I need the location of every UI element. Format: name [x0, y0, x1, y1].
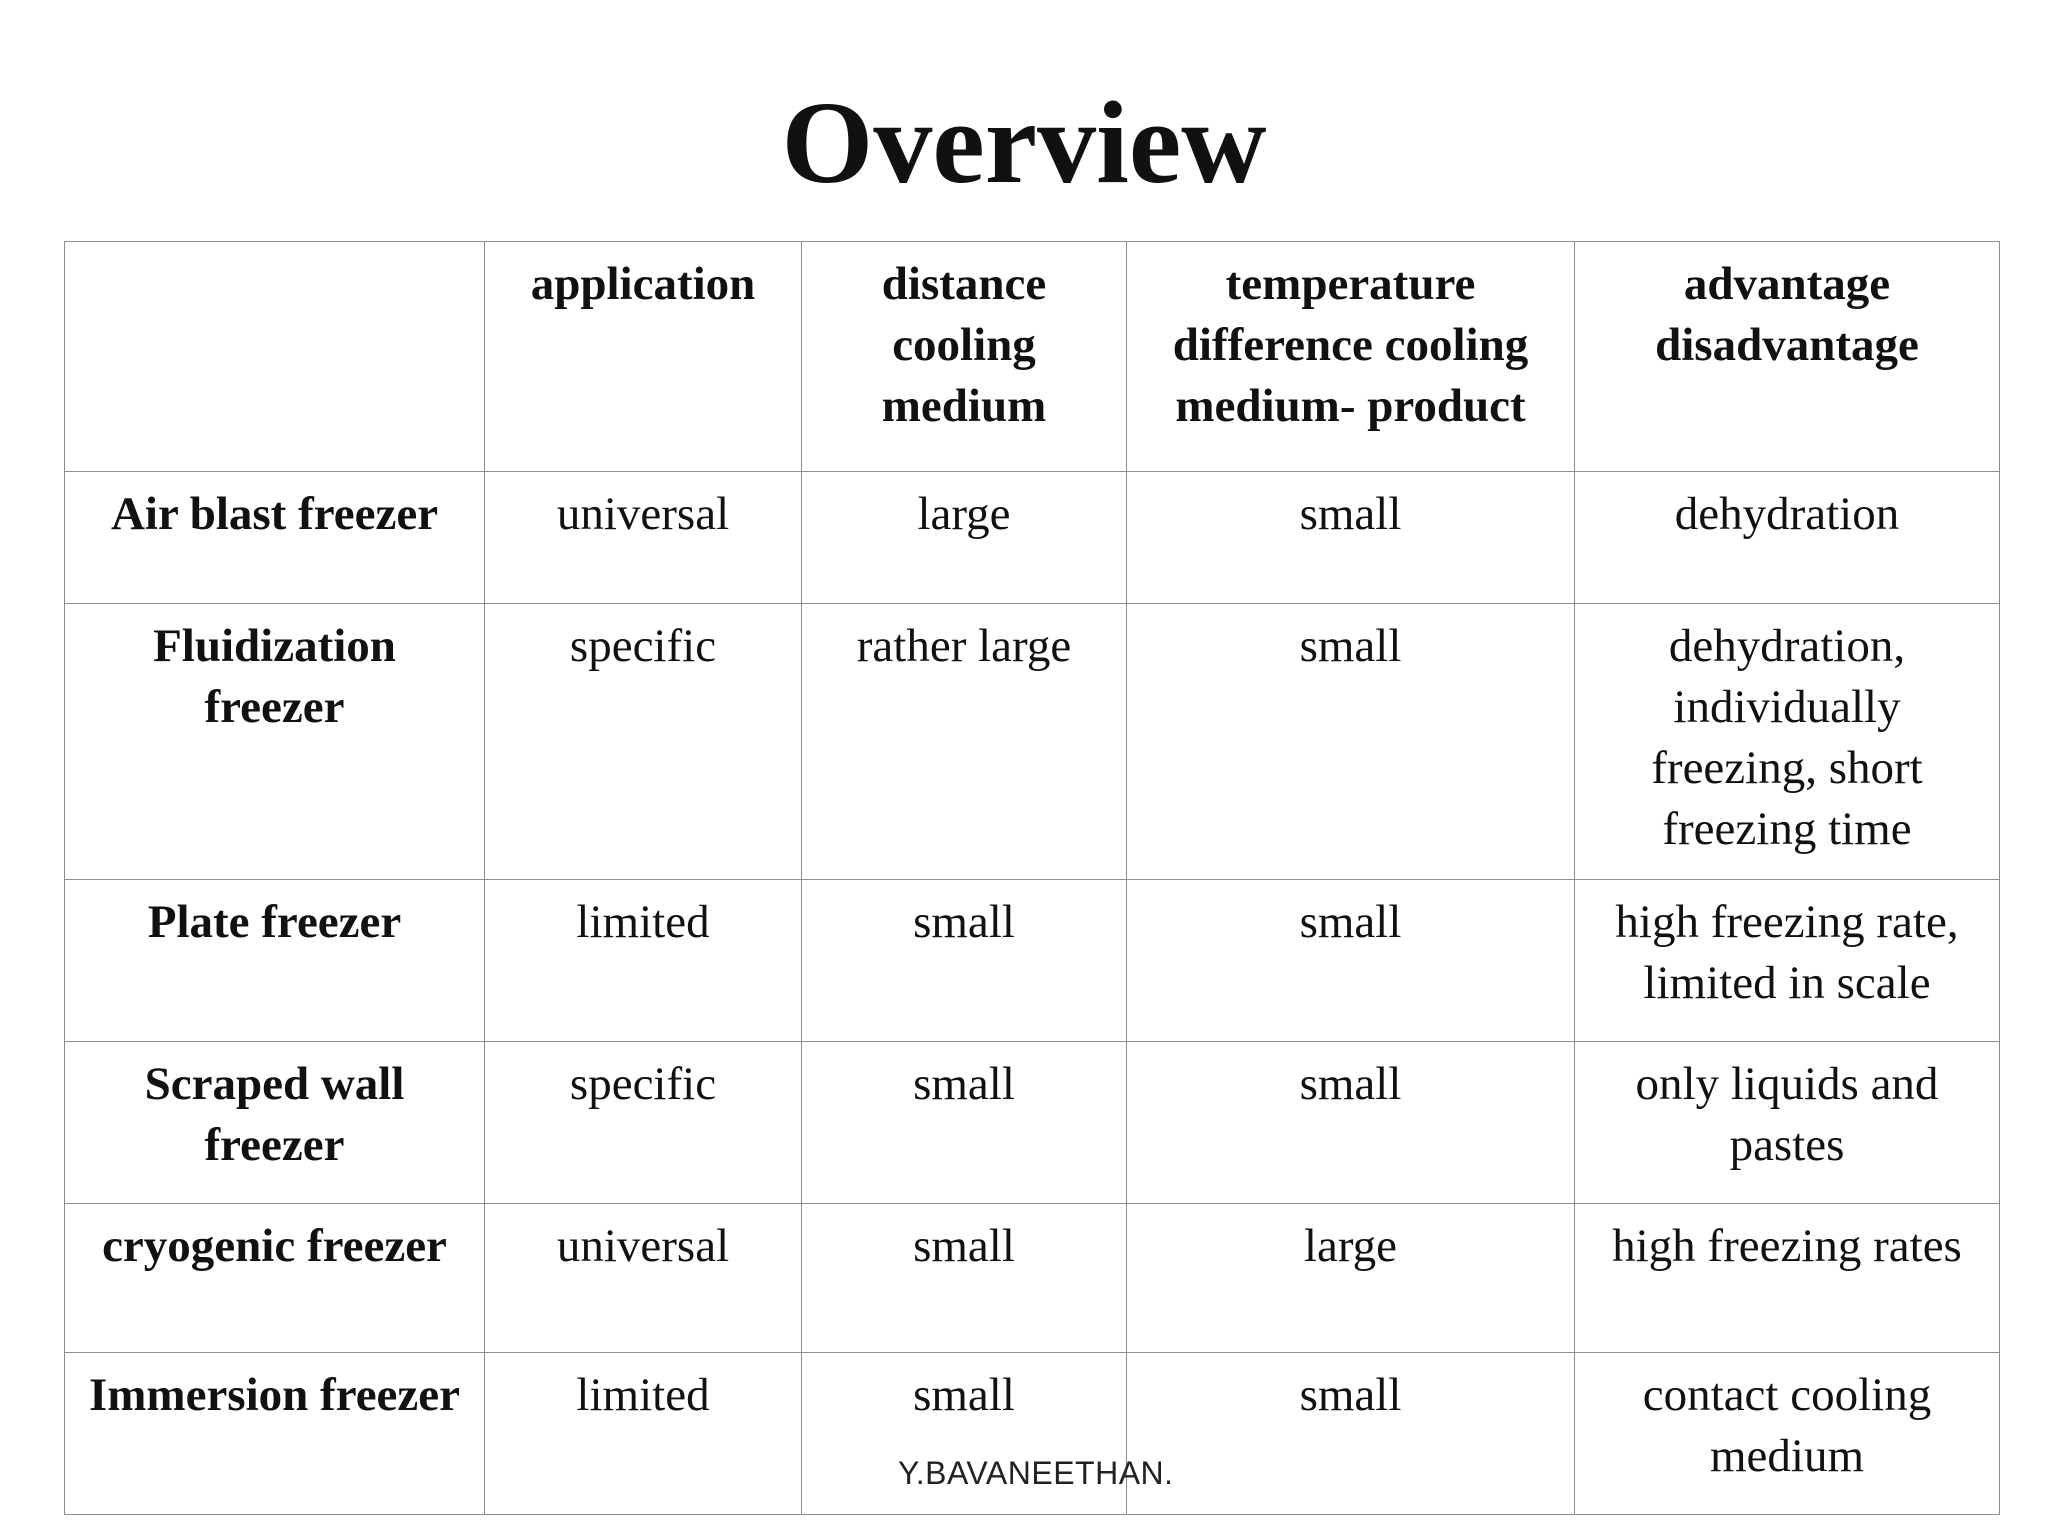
temperature-cell: small — [1127, 472, 1575, 604]
table-row — [65, 1042, 2000, 1204]
application-cell: universal — [485, 472, 802, 604]
overview-table — [64, 241, 2000, 1515]
slide-title: Overview — [781, 77, 1267, 208]
header-advantage-disadvantage: advantage disadvantage — [1575, 242, 2000, 472]
distance-cell: small — [802, 1042, 1127, 1204]
table-row — [65, 1204, 2000, 1353]
temperature-cell: small — [1127, 880, 1575, 1042]
temperature-cell: small — [1127, 1042, 1575, 1204]
table-header-row — [65, 242, 2000, 472]
notes-cell: dehydration — [1575, 472, 2000, 604]
author-credit: Y.BAVANEETHAN. — [898, 1455, 1174, 1491]
application-cell: limited — [485, 1353, 802, 1515]
notes-cell: dehydration, individually freezing, short freezing time — [1575, 604, 2000, 880]
row-label: Immersion freezer — [65, 1353, 485, 1515]
header-empty-cell — [65, 242, 485, 472]
row-label: Fluidization freezer — [65, 604, 485, 880]
distance-cell: small — [802, 1353, 1127, 1515]
notes-cell: high freezing rates — [1575, 1204, 2000, 1353]
temperature-cell: large — [1127, 1204, 1575, 1353]
header-application: application — [485, 242, 802, 472]
distance-cell: large — [802, 472, 1127, 604]
row-label: cryogenic freezer — [65, 1204, 485, 1353]
row-label: Plate freezer — [65, 880, 485, 1042]
temperature-cell: small — [1127, 604, 1575, 880]
table-row — [65, 880, 2000, 1042]
header-temperature-difference: temperature difference cooling medium- product — [1127, 242, 1575, 472]
row-label: Air blast freezer — [65, 472, 485, 604]
table-row — [65, 472, 2000, 604]
notes-cell: high freezing rate, limited in scale — [1575, 880, 2000, 1042]
header-distance-cooling-medium: distance cooling medium — [802, 242, 1127, 472]
application-cell: specific — [485, 1042, 802, 1204]
distance-cell: small — [802, 880, 1127, 1042]
distance-cell: rather large — [802, 604, 1127, 880]
table-row — [65, 604, 2000, 880]
application-cell: limited — [485, 880, 802, 1042]
row-label: Scraped wall freezer — [65, 1042, 485, 1204]
temperature-cell: small — [1127, 1353, 1575, 1515]
distance-cell: small — [802, 1204, 1127, 1353]
notes-cell: only liquids and pastes — [1575, 1042, 2000, 1204]
application-cell: specific — [485, 604, 802, 880]
notes-cell: contact cooling medium — [1575, 1353, 2000, 1515]
application-cell: universal — [485, 1204, 802, 1353]
